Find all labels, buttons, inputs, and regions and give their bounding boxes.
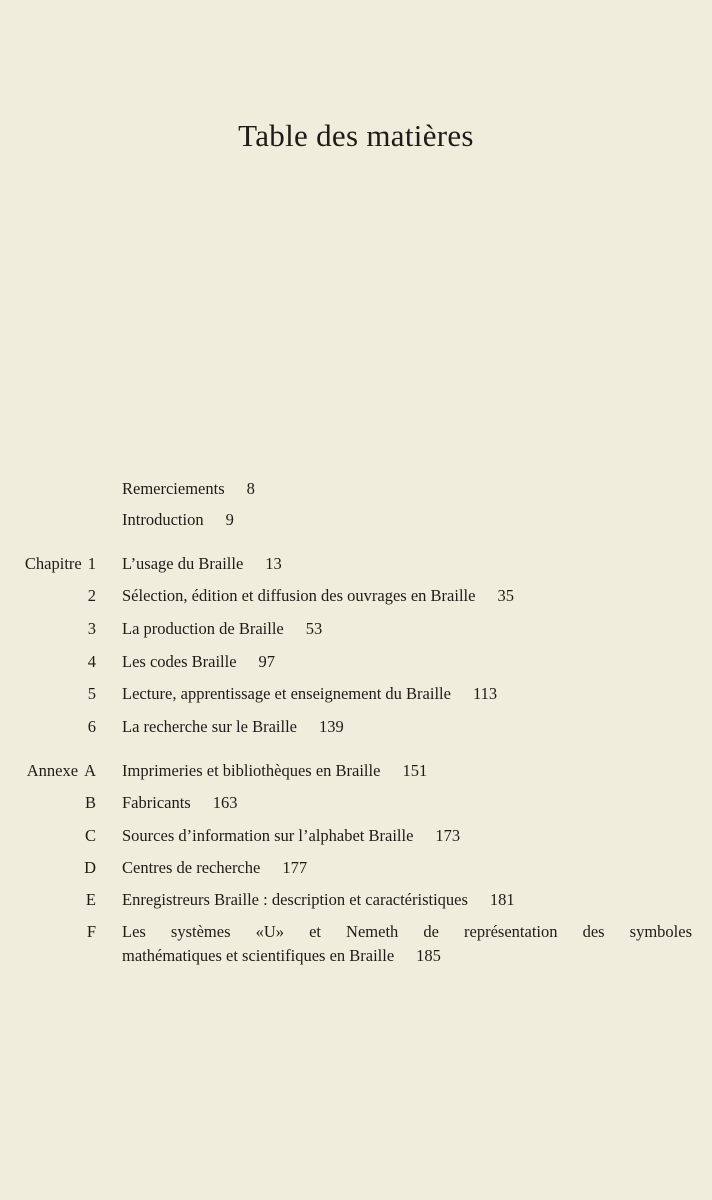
entry-page: 53 (305, 619, 323, 638)
annexe-label: Annexe (26, 761, 79, 780)
entry-title: Centres de recherche (122, 858, 261, 877)
toc-entry-chapter-3 (0, 617, 712, 641)
toc-entry-introduction (0, 508, 712, 532)
entry-page: 177 (282, 858, 308, 877)
annexe-letter: C (84, 826, 96, 845)
toc-entry-chapter-4 (0, 650, 712, 674)
chapter-number: 3 (87, 619, 96, 638)
entry-page: 139 (318, 717, 344, 736)
entry-title: Les codes Braille (122, 652, 237, 671)
chapter-number: 5 (87, 684, 96, 703)
toc-entry-chapter-2 (0, 584, 712, 608)
toc-entry-annexe-d (0, 856, 712, 880)
toc-entry-annexe-c (0, 824, 712, 848)
toc-entry-remerciements (0, 477, 712, 501)
entry-page: 181 (489, 890, 515, 909)
toc-entry-annexe-b (0, 791, 712, 815)
entry-title: La production de Braille (122, 619, 284, 638)
toc-entry-chapter-6 (0, 715, 712, 739)
page-title: Table des matières (238, 118, 474, 153)
annexe-letter: B (84, 793, 96, 812)
entry-title: La recherche sur le Braille (122, 717, 297, 736)
entry-page: 185 (416, 946, 441, 965)
toc-entry-chapter-5 (0, 682, 712, 706)
annexe-letter: D (84, 858, 96, 877)
entry-title: Sélection, édition et diffusion des ouvrages en Braille (122, 586, 476, 605)
toc-entry-chapter-1 (0, 552, 712, 576)
entry-title: Lecture, apprentissage et enseignement du Braille (122, 684, 451, 703)
toc-entry-annexe-a (0, 759, 712, 783)
chapter-label: Chapitre (24, 554, 82, 573)
entry-page: 151 (402, 761, 428, 780)
entry-title: L’usage du Braille (122, 554, 244, 573)
entry-title: Sources d’information sur l’alphabet Braille (122, 826, 414, 845)
chapter-number: 1 (87, 554, 96, 573)
entry-title-line-2: mathématiques et scientifiques en Braille (122, 946, 395, 965)
entry-title: Introduction (122, 510, 204, 529)
entry-title: Enregistreurs Braille : description et caractéristiques (122, 890, 468, 909)
entry-title-line-1: Les systèmes «U» et Nemeth de représentation des symboles (122, 922, 692, 941)
entry-title: Remerciements (122, 479, 225, 498)
entry-page: 35 (497, 586, 514, 605)
entry-page: 8 (246, 479, 255, 498)
entry-page: 173 (435, 826, 461, 845)
chapter-number: 6 (87, 717, 96, 736)
chapter-number: 2 (87, 586, 96, 605)
toc-entry-annexe-f (0, 920, 712, 968)
annexe-letter: E (85, 890, 96, 909)
entry-title: Imprimeries et bibliothèques en Braille (122, 761, 381, 780)
entry-page: 113 (472, 684, 498, 703)
annexe-letter: A (84, 761, 96, 780)
entry-page: 13 (265, 554, 282, 573)
entry-title: Fabricants (122, 793, 191, 812)
toc-entry-annexe-e (0, 888, 712, 912)
entry-page: 163 (212, 793, 238, 812)
entry-page: 97 (258, 652, 276, 671)
chapter-number: 4 (87, 652, 96, 671)
annexe-letter: F (86, 922, 96, 941)
entry-page: 9 (225, 510, 234, 529)
